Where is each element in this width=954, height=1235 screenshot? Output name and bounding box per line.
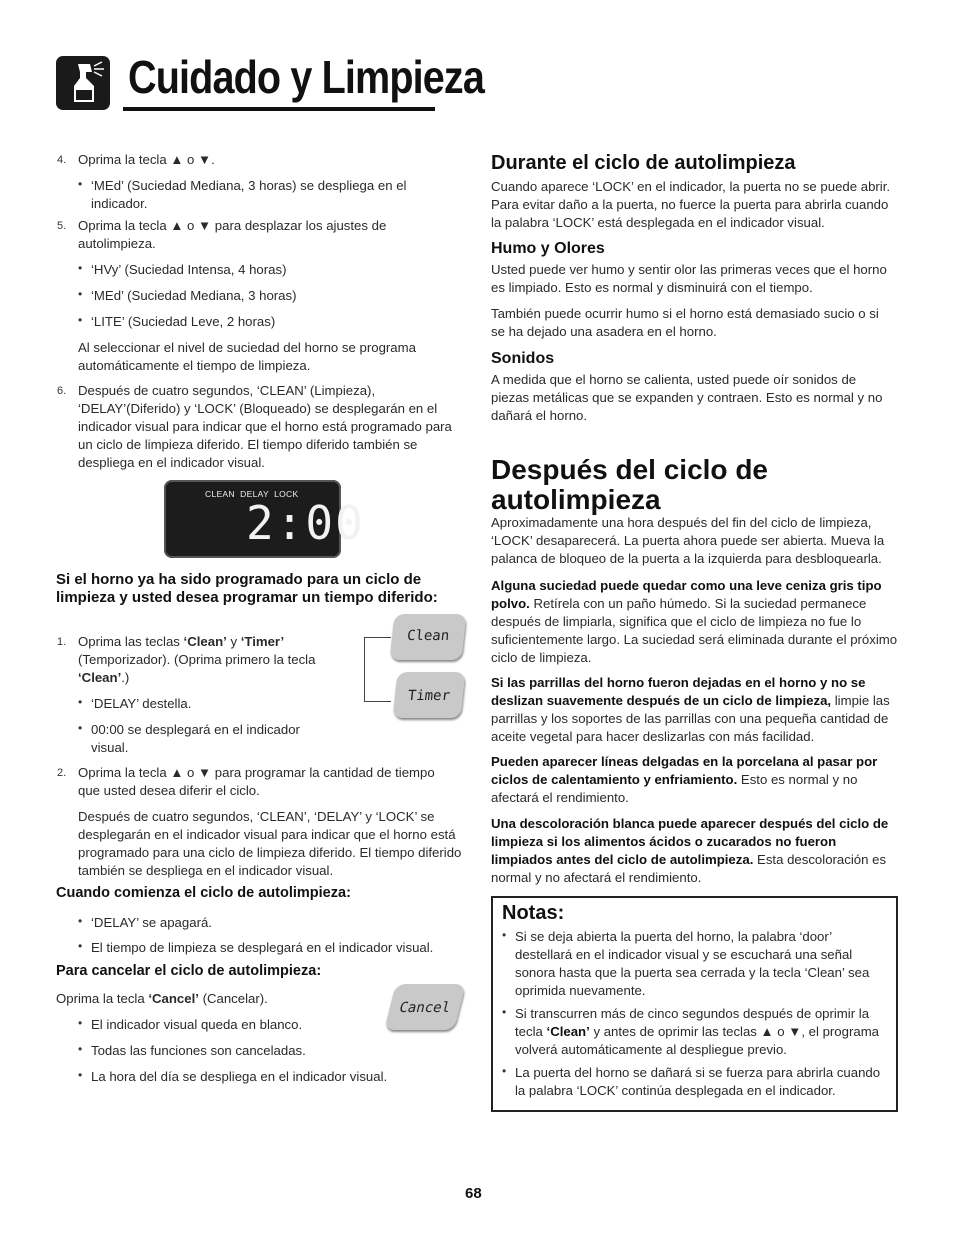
bullet: •	[502, 928, 507, 942]
step-5-note: Al seleccionar el nivel de suciedad del horno se programa automáticamente el tiempo de limpieza.	[78, 340, 416, 373]
text: y	[226, 634, 241, 649]
clean-key-ref: ‘Clean’	[546, 1024, 590, 1039]
during-heading: Durante el ciclo de autolimpieza	[491, 152, 796, 174]
bullet: •	[78, 939, 83, 953]
display-indicator-labels: CLEAN DELAY LOCK	[205, 489, 299, 499]
text: Oprima las teclas	[78, 634, 184, 649]
after-heading: Después del ciclo de autolimpieza	[491, 454, 768, 515]
step-number: 1.	[57, 636, 67, 648]
bullet: •	[78, 1016, 83, 1030]
display-time: 2:00	[246, 496, 365, 550]
racks-bold: Si las parrillas del horno fueron dejadas en el horno y no se deslizan suavemente después de un ciclo de limpieza,	[491, 675, 866, 708]
cancel-bullet: La hora del día se despliega en el indicador visual.	[91, 1069, 388, 1084]
p1-bullet: 00:00 se desplegará en el indicador visual.	[91, 722, 300, 755]
level-item: ‘MEd’ (Suciedad Mediana, 3 horas)	[91, 288, 297, 303]
programmed-step-2: Oprima la tecla ▲ o ▼ para programar la cantidad de tiempo que usted desea diferir el ciclo.	[78, 765, 435, 798]
programmed-step-2-note: Después de cuatro segundos, ‘CLEAN’, ‘DELAY’ y ‘LOCK’ se desplegarán en el indicador visual para indicar que el horno está programado para una ciclo de limpieza diferido. El tiempo diferido también se despliega en el indicador visual.	[78, 809, 462, 878]
during-text: Cuando aparece ‘LOCK’ en el indicador, la puerta no se puede abrir. Para evitar daño a la puerta, no fuerce la puerta para abrirla cuando la palabra ‘LOCK’ está desplegada en el indicador visual.	[491, 179, 891, 230]
ash-bold: Alguna suciedad puede quedar como una leve ceniza gris tipo polvo.	[491, 578, 882, 611]
bullet: •	[502, 1005, 507, 1019]
note-item	[515, 1005, 890, 1059]
programmed-step-1	[78, 633, 348, 687]
step-number: 4.	[57, 154, 67, 166]
step-4-bullet: ‘MEd’ (Suciedad Mediana, 3 horas) se despliega en el indicador.	[91, 178, 407, 211]
white-text: Esta descoloración es normal y no afectará el rendimiento.	[491, 852, 887, 885]
bullet: •	[78, 177, 83, 191]
programmed-heading: Si el horno ya ha sido programado para un ciclo de limpieza y usted desea programar un tiempo diferido:	[56, 571, 438, 606]
cleaning-spray-icon	[56, 56, 110, 110]
racks-text: limpie las parrillas y los soportes de las parrillas con una pequeña cantidad de aceite vegetal para hacer deslizarlas con más facilidad.	[491, 693, 890, 744]
text: .)	[121, 670, 130, 685]
page-title: Cuidado y Limpieza	[128, 51, 484, 103]
title-underline	[123, 107, 435, 111]
starts-bullet: El tiempo de limpieza se desplegará en el indicador visual.	[91, 940, 434, 955]
ash-paragraph	[491, 577, 901, 667]
smoke-heading: Humo y Olores	[491, 240, 605, 257]
bullet: •	[78, 313, 83, 327]
cancel-key-ref: ‘Cancel’	[148, 991, 199, 1006]
clean-key-ref: ‘Clean’	[78, 670, 122, 685]
text: (Cancelar).	[198, 991, 268, 1006]
starts-bullet: ‘DELAY’ se apagará.	[91, 915, 212, 930]
cancel-bullet: El indicador visual queda en blanco.	[91, 1017, 303, 1032]
lines-paragraph	[491, 753, 901, 807]
bullet: •	[78, 287, 83, 301]
sounds-heading: Sonidos	[491, 350, 555, 367]
after-text: Aproximadamente una hora después del fin del ciclo de limpieza, ‘LOCK’ desaparecerá. La puerta ahora puede ser abierta. Mueva la palanca de bloqueo de la puerta a la izquierda para desbloquearla.	[491, 515, 885, 566]
bullet: •	[78, 914, 83, 928]
text: (Temporizador). (Oprima primero la tecla	[78, 652, 316, 667]
step-5-text: Oprima la tecla ▲ o ▼ para desplazar los ajustes de autolimpieza.	[78, 218, 387, 251]
white-paragraph	[491, 815, 901, 887]
bullet: •	[78, 695, 83, 709]
page-number: 68	[465, 1185, 482, 1202]
notes-heading: Notas:	[502, 902, 565, 924]
cancel-instruction	[56, 990, 268, 1008]
level-item: ‘LITE’ (Suciedad Leve, 2 horas)	[91, 314, 276, 329]
clean-key[interactable]: Clean	[390, 614, 467, 660]
timer-key[interactable]: Timer	[393, 672, 466, 718]
text: Si transcurren más de cinco segundos después de oprimir la tecla	[515, 1006, 870, 1039]
bullet: •	[78, 1042, 83, 1056]
key-bracket	[364, 637, 391, 702]
bullet: •	[78, 1068, 83, 1082]
text: y antes de oprimir las teclas ▲ o ▼, el programa volverá automáticamente al despliegue previo.	[515, 1024, 880, 1057]
level-item: ‘HVy’ (Suciedad Intensa, 4 horas)	[91, 262, 287, 277]
p1-bullet: ‘DELAY’ destella.	[91, 696, 192, 711]
ash-text: Retírela con un paño húmedo. Si la suciedad permanece después de limpiarla, significa que el ciclo de limpieza no fue lo suficientemente largo. La suciedad será eliminada durante el próximo ciclo de limpieza.	[491, 596, 898, 665]
cancel-bullet: Todas las funciones son canceladas.	[91, 1043, 306, 1058]
bullet: •	[78, 721, 83, 735]
bullet: •	[502, 1064, 507, 1078]
racks-paragraph	[491, 674, 901, 746]
smoke-text: Usted puede ver humo y sentir olor las primeras veces que el horno es limpiado. Esto es normal y disminuirá con el tiempo.	[491, 262, 887, 295]
note-item: Si se deja abierta la puerta del horno, la palabra ‘door’ destellará en el indicador visual y se escuchará una señal sonora hasta que la puerta sea cerrada y la tecla ‘Clean’ sea oprimida nuevamente.	[515, 929, 870, 998]
bullet: •	[78, 261, 83, 275]
clean-key-ref: ‘Clean’	[183, 634, 227, 649]
text: Oprima la tecla	[56, 991, 149, 1006]
step-4-text: Oprima la tecla ▲ o ▼.	[78, 152, 215, 167]
lines-bold: Pueden aparecer líneas delgadas en la porcelana al pasar por ciclos de calentamiento y enfriamiento.	[491, 754, 878, 787]
step-number: 6.	[57, 385, 67, 397]
step-number: 5.	[57, 220, 67, 232]
cancel-key[interactable]: Cancel	[384, 984, 465, 1030]
cancel-heading: Para cancelar el ciclo de autolimpieza:	[56, 963, 322, 979]
lines-text: Esto es normal y no afectará el rendimiento.	[491, 772, 858, 805]
smoke-text: También puede ocurrir humo si el horno está demasiado sucio o si se ha dejado una asadera en el horno.	[491, 306, 879, 339]
sounds-text: A medida que el horno se calienta, usted puede oír sonidos de piezas metálicas que se expanden y contraen. Esto es normal y no dañará el horno.	[491, 372, 883, 423]
starts-heading: Cuando comienza el ciclo de autolimpieza:	[56, 885, 351, 901]
white-bold: Una descoloración blanca puede aparecer después del ciclo de limpieza si los alimentos ácidos o zucarados no fueron limpiados antes del ciclo de autolimpieza.	[491, 816, 889, 867]
step-6-text: Después de cuatro segundos, ‘CLEAN’ (Limpieza), ‘DELAY’(Diferido) y ‘LOCK’ (Bloqueado) se desplegarán en el indicador visual para indicar que el horno está programado para un ciclo de limpieza diferido. El tiempo diferido también se despliega en el indicador visual.	[78, 383, 452, 470]
timer-key-ref: ‘Timer’	[240, 634, 285, 649]
step-number: 2.	[57, 767, 67, 779]
note-item: La puerta del horno se dañará si se fuerza para abrirla cuando la palabra ‘LOCK’ continúa desplegada en el indicador.	[515, 1065, 881, 1098]
